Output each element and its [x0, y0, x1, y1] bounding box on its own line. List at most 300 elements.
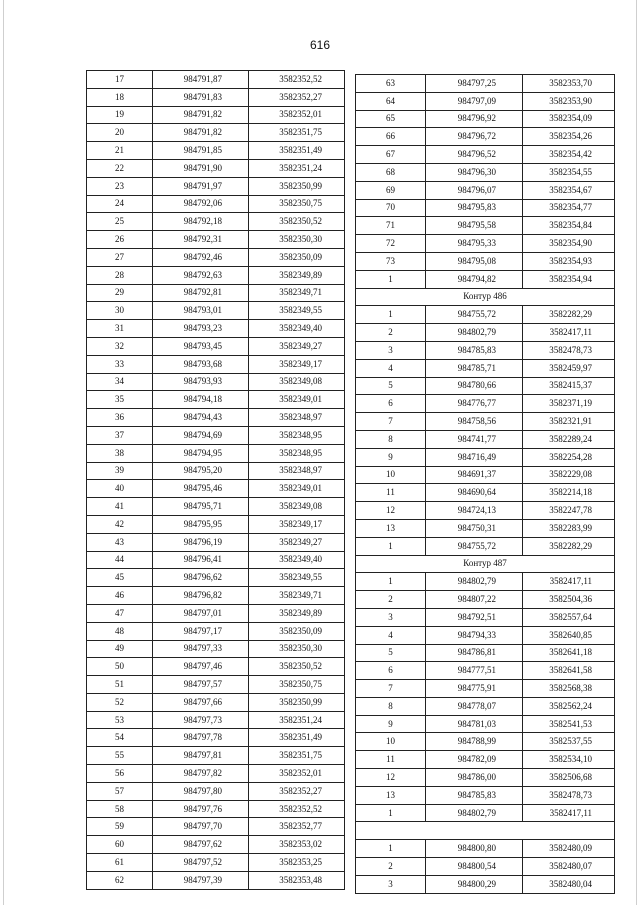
table-row	[87, 266, 345, 284]
y-coordinate-cell: 3582480,07	[523, 858, 615, 876]
x-coordinate-cell: 984795,33	[426, 235, 523, 253]
y-coordinate-cell: 3582534,10	[523, 751, 615, 769]
point-number-cell: 23	[87, 177, 153, 195]
y-coordinate-cell: 3582349,17	[249, 355, 345, 373]
point-number-cell: 1	[356, 270, 426, 288]
point-number-cell: 44	[87, 551, 153, 569]
table-row	[87, 818, 345, 836]
table-row	[356, 110, 615, 128]
point-number-cell: 11	[356, 751, 426, 769]
table-row	[87, 142, 345, 160]
point-number-cell: 36	[87, 409, 153, 427]
point-number-cell: 49	[87, 640, 153, 658]
point-number-cell: 37	[87, 426, 153, 444]
y-coordinate-cell: 3582282,29	[523, 306, 615, 324]
y-coordinate-cell: 3582354,42	[523, 146, 615, 164]
table-row	[356, 163, 615, 181]
y-coordinate-cell: 3582417,11	[523, 804, 615, 822]
y-coordinate-cell: 3582506,68	[523, 769, 615, 787]
x-coordinate-cell: 984795,46	[153, 480, 249, 498]
table-row	[356, 715, 615, 733]
page-number: 616	[309, 38, 331, 52]
table-row	[87, 658, 345, 676]
table-row	[87, 213, 345, 231]
x-coordinate-cell: 984795,08	[426, 252, 523, 270]
x-coordinate-cell: 984800,29	[426, 875, 523, 893]
table-row	[87, 462, 345, 480]
point-number-cell: 67	[356, 146, 426, 164]
table-row	[87, 836, 345, 854]
y-coordinate-cell: 3582254,28	[523, 448, 615, 466]
table-row	[356, 92, 615, 110]
y-coordinate-cell: 3582349,89	[249, 604, 345, 622]
point-number-cell: 21	[87, 142, 153, 160]
table-row	[87, 515, 345, 533]
table-row	[356, 591, 615, 609]
point-number-cell: 69	[356, 181, 426, 199]
point-number-cell: 29	[87, 284, 153, 302]
y-coordinate-cell: 3582557,64	[523, 608, 615, 626]
y-coordinate-cell: 3582640,85	[523, 626, 615, 644]
x-coordinate-cell: 984793,45	[153, 337, 249, 355]
point-number-cell: 25	[87, 213, 153, 231]
x-coordinate-cell: 984785,83	[426, 341, 523, 359]
point-number-cell: 1	[356, 804, 426, 822]
x-coordinate-cell: 984807,22	[426, 591, 523, 609]
y-coordinate-cell: 3582354,84	[523, 217, 615, 235]
table-row	[87, 355, 345, 373]
point-number-cell: 27	[87, 248, 153, 266]
table-row	[87, 569, 345, 587]
table-row	[356, 858, 615, 876]
y-coordinate-cell: 3582480,09	[523, 840, 615, 858]
y-coordinate-cell: 3582349,71	[249, 284, 345, 302]
point-number-cell: 2	[356, 324, 426, 342]
x-coordinate-cell: 984795,71	[153, 498, 249, 516]
table-row	[87, 71, 345, 89]
point-number-cell: 2	[356, 591, 426, 609]
y-coordinate-cell: 3582478,73	[523, 786, 615, 804]
x-coordinate-cell: 984796,62	[153, 569, 249, 587]
y-coordinate-cell: 3582354,93	[523, 252, 615, 270]
table-row	[87, 782, 345, 800]
point-number-cell: 7	[356, 413, 426, 431]
x-coordinate-cell: 984755,72	[426, 537, 523, 555]
y-coordinate-cell: 3582371,19	[523, 395, 615, 413]
table-row	[87, 426, 345, 444]
y-coordinate-cell: 3582352,52	[249, 800, 345, 818]
y-coordinate-cell: 3582348,97	[249, 409, 345, 427]
y-coordinate-cell: 3582349,08	[249, 373, 345, 391]
x-coordinate-cell: 984786,00	[426, 769, 523, 787]
point-number-cell: 45	[87, 569, 153, 587]
y-coordinate-cell: 3582459,97	[523, 359, 615, 377]
x-coordinate-cell: 984786,81	[426, 644, 523, 662]
x-coordinate-cell: 984796,30	[426, 163, 523, 181]
x-coordinate-cell: 984755,72	[426, 306, 523, 324]
y-coordinate-cell: 3582350,52	[249, 658, 345, 676]
x-coordinate-cell: 984796,72	[426, 128, 523, 146]
x-coordinate-cell: 984791,85	[153, 142, 249, 160]
table-row	[87, 498, 345, 516]
point-number-cell: 1	[356, 573, 426, 591]
x-coordinate-cell: 984791,97	[153, 177, 249, 195]
table-row	[87, 587, 345, 605]
x-coordinate-cell: 984797,17	[153, 622, 249, 640]
x-coordinate-cell: 984797,73	[153, 711, 249, 729]
table-row	[356, 448, 615, 466]
x-coordinate-cell: 984724,13	[426, 502, 523, 520]
x-coordinate-cell: 984792,18	[153, 213, 249, 231]
x-coordinate-cell: 984797,52	[153, 854, 249, 872]
y-coordinate-cell: 3582348,95	[249, 444, 345, 462]
y-coordinate-cell: 3582568,38	[523, 680, 615, 698]
y-coordinate-cell: 3582350,30	[249, 231, 345, 249]
x-coordinate-cell: 984792,63	[153, 266, 249, 284]
point-number-cell: 70	[356, 199, 426, 217]
y-coordinate-cell: 3582541,53	[523, 715, 615, 733]
x-coordinate-cell: 984788,99	[426, 733, 523, 751]
y-coordinate-cell: 3582350,30	[249, 640, 345, 658]
point-number-cell: 3	[356, 608, 426, 626]
point-number-cell: 8	[356, 697, 426, 715]
x-coordinate-cell: 984802,79	[426, 573, 523, 591]
y-coordinate-cell: 3582354,67	[523, 181, 615, 199]
x-coordinate-cell: 984794,33	[426, 626, 523, 644]
table-row	[87, 88, 345, 106]
x-coordinate-cell: 984794,95	[153, 444, 249, 462]
y-coordinate-cell: 3582415,37	[523, 377, 615, 395]
y-coordinate-cell: 3582214,18	[523, 484, 615, 502]
x-coordinate-cell: 984796,52	[426, 146, 523, 164]
table-row	[356, 804, 615, 822]
table-row	[87, 284, 345, 302]
point-number-cell: 17	[87, 71, 153, 89]
point-number-cell: 22	[87, 159, 153, 177]
point-number-cell: 11	[356, 484, 426, 502]
y-coordinate-cell: 3582478,73	[523, 341, 615, 359]
table-row	[87, 533, 345, 551]
x-coordinate-cell: 984797,78	[153, 729, 249, 747]
y-coordinate-cell: 3582353,70	[523, 75, 615, 93]
table-row	[356, 626, 615, 644]
point-number-cell: 64	[356, 92, 426, 110]
table-row	[87, 693, 345, 711]
point-number-cell: 30	[87, 302, 153, 320]
table-row	[356, 519, 615, 537]
y-coordinate-cell: 3582350,75	[249, 195, 345, 213]
x-coordinate-cell: 984795,83	[426, 199, 523, 217]
x-coordinate-cell: 984797,76	[153, 800, 249, 818]
point-number-cell: 65	[356, 110, 426, 128]
y-coordinate-cell: 3582353,48	[249, 871, 345, 889]
table-row	[356, 146, 615, 164]
point-number-cell: 6	[356, 395, 426, 413]
x-coordinate-cell: 984797,62	[153, 836, 249, 854]
table-row	[87, 854, 345, 872]
y-coordinate-cell: 3582353,90	[523, 92, 615, 110]
x-coordinate-cell: 984797,33	[153, 640, 249, 658]
x-coordinate-cell: 984794,82	[426, 270, 523, 288]
x-coordinate-cell: 984793,93	[153, 373, 249, 391]
y-coordinate-cell: 3582354,94	[523, 270, 615, 288]
point-number-cell: 43	[87, 533, 153, 551]
y-coordinate-cell: 3582351,75	[249, 124, 345, 142]
x-coordinate-cell: 984691,37	[426, 466, 523, 484]
x-coordinate-cell: 984785,71	[426, 359, 523, 377]
x-coordinate-cell: 984800,80	[426, 840, 523, 858]
point-number-cell: 9	[356, 448, 426, 466]
y-coordinate-cell: 3582350,09	[249, 248, 345, 266]
point-number-cell: 53	[87, 711, 153, 729]
point-number-cell: 1	[356, 840, 426, 858]
x-coordinate-cell: 984796,07	[426, 181, 523, 199]
right-page-edge	[636, 0, 637, 905]
point-number-cell: 46	[87, 587, 153, 605]
point-number-cell: 68	[356, 163, 426, 181]
point-number-cell: 40	[87, 480, 153, 498]
table-row	[87, 106, 345, 124]
y-coordinate-cell: 3582349,71	[249, 587, 345, 605]
table-row	[87, 551, 345, 569]
x-coordinate-cell: 984792,31	[153, 231, 249, 249]
y-coordinate-cell: 3582350,75	[249, 676, 345, 694]
y-coordinate-cell: 3582354,55	[523, 163, 615, 181]
x-coordinate-cell: 984775,91	[426, 680, 523, 698]
point-number-cell: 28	[87, 266, 153, 284]
point-number-cell: 13	[356, 786, 426, 804]
table-row	[87, 391, 345, 409]
y-coordinate-cell: 3582348,97	[249, 462, 345, 480]
table-row	[87, 231, 345, 249]
point-number-cell: 32	[87, 337, 153, 355]
table-row	[87, 640, 345, 658]
table-row	[87, 711, 345, 729]
table-row	[356, 573, 615, 591]
table-row	[356, 608, 615, 626]
x-coordinate-cell: 984797,70	[153, 818, 249, 836]
point-number-cell: 24	[87, 195, 153, 213]
point-number-cell: 31	[87, 320, 153, 338]
table-row	[87, 409, 345, 427]
left-page-edge	[3, 0, 4, 905]
y-coordinate-cell: 3582289,24	[523, 430, 615, 448]
table-row	[356, 840, 615, 858]
point-number-cell: 66	[356, 128, 426, 146]
x-coordinate-cell: 984793,68	[153, 355, 249, 373]
x-coordinate-cell: 984795,95	[153, 515, 249, 533]
point-number-cell: 71	[356, 217, 426, 235]
y-coordinate-cell: 3582352,77	[249, 818, 345, 836]
point-number-cell: 54	[87, 729, 153, 747]
point-number-cell: 38	[87, 444, 153, 462]
y-coordinate-cell: 3582351,49	[249, 729, 345, 747]
point-number-cell: 10	[356, 466, 426, 484]
table-row	[87, 747, 345, 765]
point-number-cell: 35	[87, 391, 153, 409]
table-row	[87, 604, 345, 622]
table-row	[356, 377, 615, 395]
table-row	[356, 502, 615, 520]
x-coordinate-cell: 984791,87	[153, 71, 249, 89]
y-coordinate-cell: 3582417,11	[523, 573, 615, 591]
table-row	[356, 751, 615, 769]
point-number-cell: 51	[87, 676, 153, 694]
point-number-cell: 5	[356, 644, 426, 662]
x-coordinate-cell: 984777,51	[426, 662, 523, 680]
x-coordinate-cell: 984776,77	[426, 395, 523, 413]
table-row	[87, 248, 345, 266]
x-coordinate-cell: 984802,79	[426, 324, 523, 342]
y-coordinate-cell: 3582353,25	[249, 854, 345, 872]
y-coordinate-cell: 3582504,36	[523, 591, 615, 609]
x-coordinate-cell: 984794,18	[153, 391, 249, 409]
point-number-cell: 63	[356, 75, 426, 93]
y-coordinate-cell: 3582352,27	[249, 782, 345, 800]
contour-title: Контур 487	[356, 555, 615, 573]
table-row	[87, 320, 345, 338]
y-coordinate-cell: 3582321,91	[523, 413, 615, 431]
y-coordinate-cell: 3582247,78	[523, 502, 615, 520]
table-row	[87, 480, 345, 498]
x-coordinate-cell: 984797,82	[153, 765, 249, 783]
x-coordinate-cell: 984781,03	[426, 715, 523, 733]
table-row	[87, 729, 345, 747]
table-row	[87, 337, 345, 355]
point-number-cell: 3	[356, 341, 426, 359]
table-row	[356, 662, 615, 680]
x-coordinate-cell: 984758,56	[426, 413, 523, 431]
table-row	[356, 217, 615, 235]
point-number-cell: 5	[356, 377, 426, 395]
y-coordinate-cell: 3582349,55	[249, 569, 345, 587]
y-coordinate-cell: 3582352,01	[249, 765, 345, 783]
x-coordinate-cell: 984796,82	[153, 587, 249, 605]
x-coordinate-cell: 984797,57	[153, 676, 249, 694]
point-number-cell: 7	[356, 680, 426, 698]
y-coordinate-cell: 3582349,27	[249, 337, 345, 355]
y-coordinate-cell: 3582350,99	[249, 693, 345, 711]
point-number-cell: 62	[87, 871, 153, 889]
table-row	[356, 430, 615, 448]
point-number-cell: 61	[87, 854, 153, 872]
y-coordinate-cell: 3582349,40	[249, 551, 345, 569]
table-row	[87, 444, 345, 462]
table-row	[87, 373, 345, 391]
table-row	[87, 177, 345, 195]
y-coordinate-cell: 3582537,55	[523, 733, 615, 751]
x-coordinate-cell: 984792,46	[153, 248, 249, 266]
y-coordinate-cell: 3582350,52	[249, 213, 345, 231]
x-coordinate-cell: 984791,90	[153, 159, 249, 177]
table-row	[87, 676, 345, 694]
x-coordinate-cell: 984792,81	[153, 284, 249, 302]
y-coordinate-cell: 3582351,24	[249, 159, 345, 177]
contour-header-row	[356, 288, 615, 306]
y-coordinate-cell: 3582349,89	[249, 266, 345, 284]
y-coordinate-cell: 3582349,01	[249, 391, 345, 409]
x-coordinate-cell: 984793,23	[153, 320, 249, 338]
y-coordinate-cell: 3582350,99	[249, 177, 345, 195]
x-coordinate-cell: 984796,19	[153, 533, 249, 551]
table-row	[356, 484, 615, 502]
x-coordinate-cell: 984795,58	[426, 217, 523, 235]
table-row	[356, 680, 615, 698]
y-coordinate-cell: 3582354,26	[523, 128, 615, 146]
x-coordinate-cell: 984795,20	[153, 462, 249, 480]
point-number-cell: 34	[87, 373, 153, 391]
x-coordinate-cell: 984797,66	[153, 693, 249, 711]
table-row	[87, 302, 345, 320]
point-number-cell: 33	[87, 355, 153, 373]
y-coordinate-cell: 3582350,09	[249, 622, 345, 640]
y-coordinate-cell: 3582349,08	[249, 498, 345, 516]
table-row	[356, 270, 615, 288]
y-coordinate-cell: 3582354,09	[523, 110, 615, 128]
y-coordinate-cell: 3582351,24	[249, 711, 345, 729]
point-number-cell: 4	[356, 359, 426, 377]
x-coordinate-cell: 984780,66	[426, 377, 523, 395]
y-coordinate-cell: 3582348,95	[249, 426, 345, 444]
x-coordinate-cell: 984716,49	[426, 448, 523, 466]
point-number-cell: 13	[356, 519, 426, 537]
table-row	[356, 466, 615, 484]
point-number-cell: 8	[356, 430, 426, 448]
table-row	[356, 769, 615, 787]
table-row	[356, 359, 615, 377]
table-row	[87, 124, 345, 142]
table-row	[356, 395, 615, 413]
x-coordinate-cell: 984791,82	[153, 124, 249, 142]
y-coordinate-cell: 3582354,77	[523, 199, 615, 217]
point-number-cell: 10	[356, 733, 426, 751]
point-number-cell: 59	[87, 818, 153, 836]
table-row	[356, 413, 615, 431]
table-row	[356, 697, 615, 715]
point-number-cell: 18	[87, 88, 153, 106]
table-row	[356, 324, 615, 342]
table-row	[356, 306, 615, 324]
point-number-cell: 52	[87, 693, 153, 711]
x-coordinate-cell: 984791,82	[153, 106, 249, 124]
point-number-cell: 12	[356, 769, 426, 787]
point-number-cell: 1	[356, 537, 426, 555]
contour-header-row	[356, 555, 615, 573]
x-coordinate-cell: 984797,09	[426, 92, 523, 110]
x-coordinate-cell: 984797,81	[153, 747, 249, 765]
y-coordinate-cell: 3582283,99	[523, 519, 615, 537]
table-row	[356, 786, 615, 804]
blank-cell	[356, 822, 615, 840]
point-number-cell: 57	[87, 782, 153, 800]
y-coordinate-cell: 3582353,02	[249, 836, 345, 854]
table-row	[356, 181, 615, 199]
y-coordinate-cell: 3582641,58	[523, 662, 615, 680]
y-coordinate-cell: 3582352,52	[249, 71, 345, 89]
point-number-cell: 73	[356, 252, 426, 270]
x-coordinate-cell: 984792,51	[426, 608, 523, 626]
x-coordinate-cell: 984797,80	[153, 782, 249, 800]
y-coordinate-cell: 3582352,01	[249, 106, 345, 124]
y-coordinate-cell: 3582351,75	[249, 747, 345, 765]
y-coordinate-cell: 3582352,27	[249, 88, 345, 106]
x-coordinate-cell: 984800,54	[426, 858, 523, 876]
blank-row	[356, 822, 615, 840]
y-coordinate-cell: 3582480,04	[523, 875, 615, 893]
x-coordinate-cell: 984793,01	[153, 302, 249, 320]
x-coordinate-cell: 984797,25	[426, 75, 523, 93]
point-number-cell: 72	[356, 235, 426, 253]
